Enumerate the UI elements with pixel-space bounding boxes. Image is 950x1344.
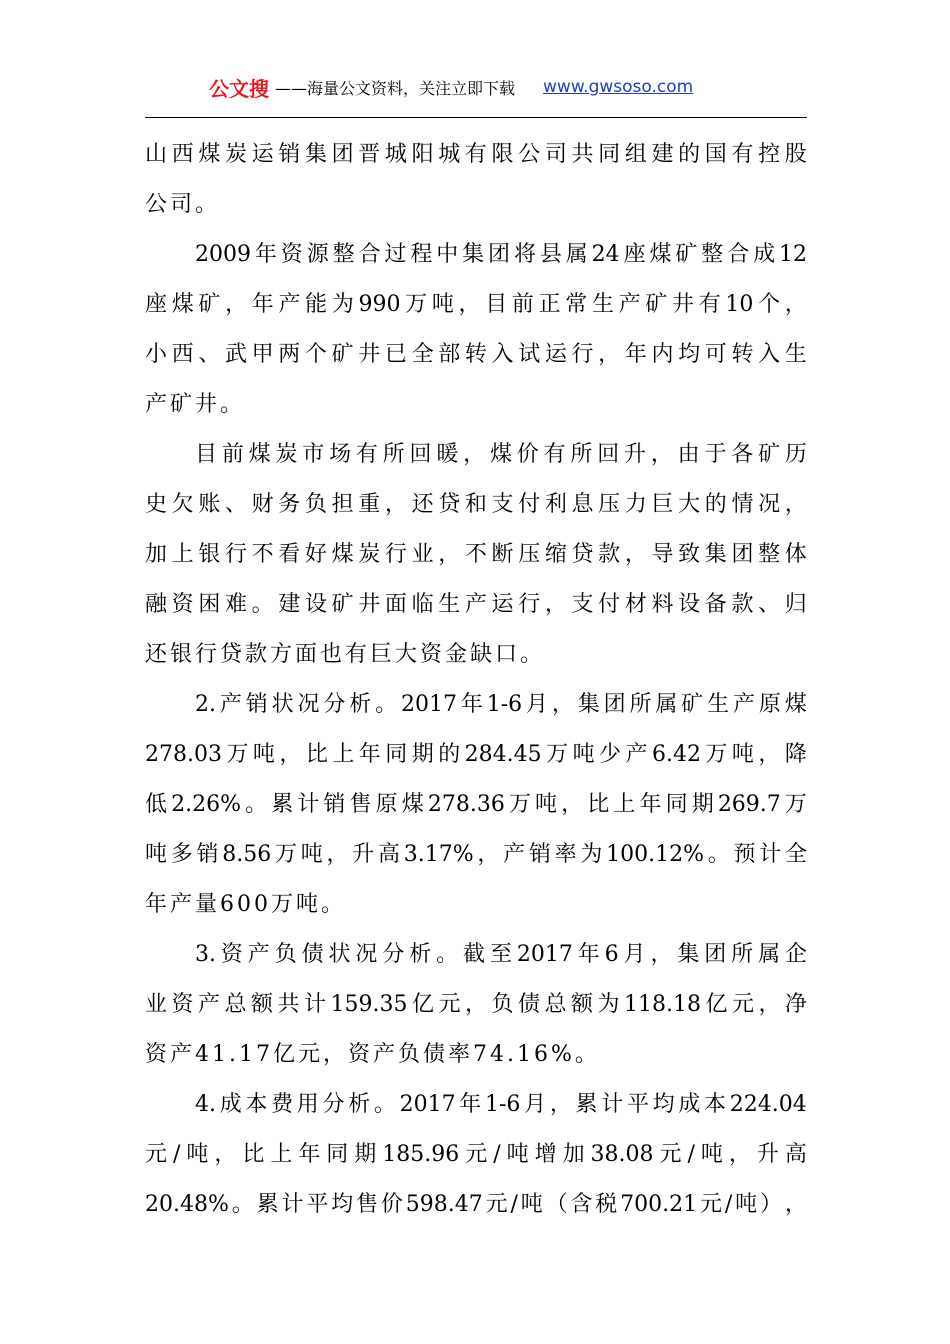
text-line: 融 资 困 难 。 建 设 矿 井 面 临 生 产 运 行 ， 支 付 材 料 设 备 款 、 归 — [145, 592, 807, 617]
text-line: 278.03 万 吨 ， 比 上 年 同 期 的 284.45 万 吨 少 产 6.42 万 吨 ， 降 — [145, 742, 807, 767]
text-line: 2009 年 资 源 整 合 过 程 中 集 团 将 县 属 24 座 煤 矿 整 合 成 12 — [195, 242, 807, 267]
text-line: 小 西 、 武 甲 两 个 矿 井 已 全 部 转 入 试 运 行 ， 年 内 均 可 转 入 生 — [145, 342, 807, 367]
page-header — [145, 72, 805, 102]
text-line: 座 煤 矿 ， 年 产 能 为 990 万 吨 ， 目 前 正 常 生 产 矿 井 有 10 个 ， — [145, 292, 807, 317]
text-line: 目 前 煤 炭 市 场 有 所 回 暖 ， 煤 价 有 所 回 升 ， 由 于 各 矿 历 — [195, 442, 807, 467]
text-line: 4. 成 本 费 用 分 析 。 2017 年 1-6 月 ， 累 计 平 均 成 本 224.04 — [195, 1092, 807, 1117]
header-divider — [145, 117, 807, 118]
brand-logo-text: 公文搜 — [209, 76, 269, 101]
paragraph — [145, 1080, 807, 1230]
text-line: 公司。 — [145, 192, 221, 217]
paragraph — [145, 680, 807, 930]
text-line: 资产41.17亿元，资产负债率74.16%。 — [145, 1042, 600, 1067]
text-line: 还银行贷款方面也有巨大资金缺口。 — [145, 642, 546, 667]
text-line: 吨 多 销 8.56 万 吨 ， 升 高 3.17% ， 产 销 率 为 100.12% 。 预 计 全 — [145, 842, 807, 867]
paragraph — [145, 430, 807, 680]
text-line: 业 资 产 总 额 共 计 159.35 亿 元 ， 负 债 总 额 为 118.18 亿 元 ， 净 — [145, 992, 807, 1017]
text-line: 产矿井。 — [145, 392, 246, 417]
text-line: 加 上 银 行 不 看 好 煤 炭 行 业 ， 不 断 压 缩 贷 款 ， 导 致 集 团 整 体 — [145, 542, 807, 567]
site-link[interactable]: www.gwsoso.com — [543, 77, 694, 97]
text-line: 史 欠 账 、 财 务 负 担 重 ， 还 贷 和 支 付 利 息 压 力 巨 大 的 情 况 ， — [145, 492, 807, 517]
header-tagline: ——海量公文资料，关注立即下载 — [275, 78, 516, 98]
text-line: 元 / 吨 ， 比 上 年 同 期 185.96 元 / 吨 增 加 38.08 元 / 吨 ， 升 高 — [145, 1142, 807, 1167]
text-line: 20.48% 。 累 计 平 均 售 价 598.47 元 / 吨 （ 含 税 700.21 元 / 吨 ） ， — [145, 1192, 807, 1217]
text-line: 3. 资 产 负 债 状 况 分 析 。 截 至 2017 年 6 月 ， 集 团 所 属 企 — [195, 942, 807, 967]
paragraph — [145, 130, 807, 230]
text-line: 年产量600万吨。 — [145, 892, 346, 917]
paragraph — [145, 930, 807, 1080]
text-line: 2. 产 销 状 况 分 析 。 2017 年 1-6 月 ， 集 团 所 属 矿 生 产 原 煤 — [195, 692, 807, 717]
text-line: 山 西 煤 炭 运 销 集 团 晋 城 阳 城 有 限 公 司 共 同 组 建 的 国 有 控 股 — [145, 142, 807, 167]
paragraph — [145, 230, 807, 430]
document-body — [145, 130, 807, 1230]
text-line: 低 2.26% 。 累 计 销 售 原 煤 278.36 万 吨 ， 比 上 年 同 期 269.7 万 — [145, 792, 807, 817]
